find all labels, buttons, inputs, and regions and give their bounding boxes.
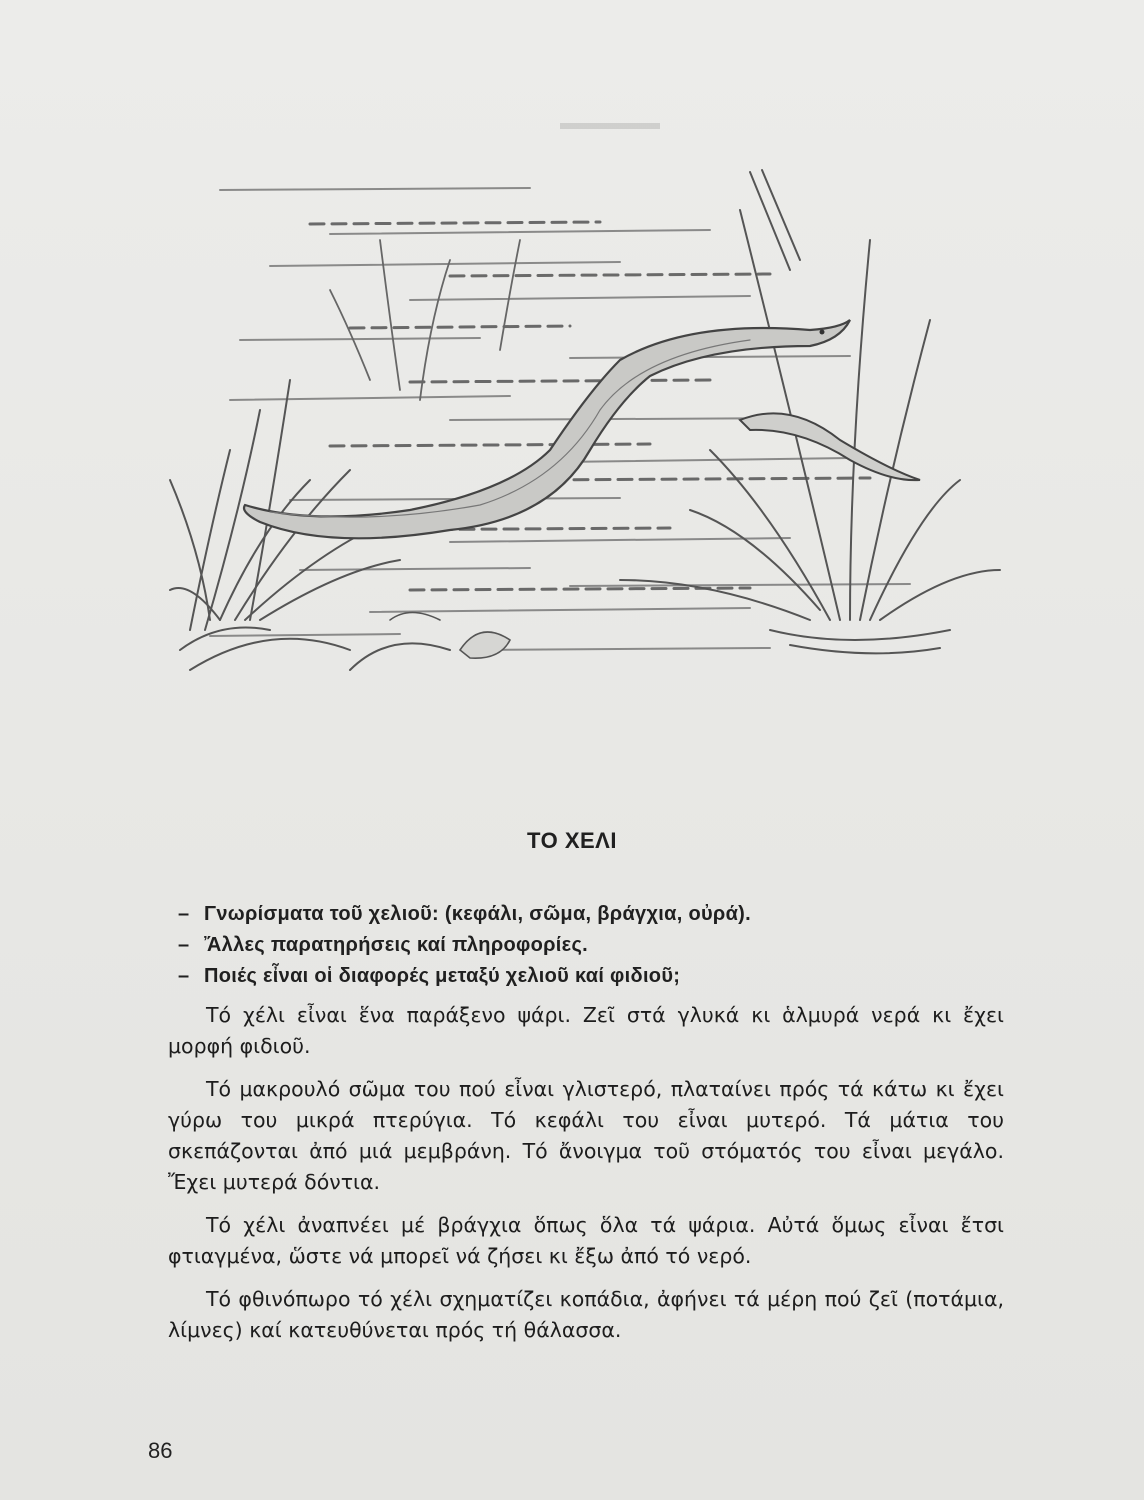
lesson-title: ΤΟ ΧΕΛΙ [527, 828, 617, 853]
lesson-body [168, 1000, 1004, 1358]
question-item [178, 934, 588, 957]
eel-illustration [150, 150, 1020, 720]
question-item [178, 965, 680, 988]
paragraph: Τό χέλι εἶναι ἕνα παράξενο ψάρι. Ζεῖ στά γλυκά κι ἁλμυρά νερά κι ἔχει μορφή φιδιοῦ. [168, 1003, 1004, 1058]
question-text: Γνωρίσματα τοῦ χελιοῦ: (κεφάλι, σῶμα, βράγχια, οὐρά). [204, 903, 751, 925]
question-item [178, 903, 751, 926]
page-number: 86 [148, 1438, 173, 1463]
question-dash: – [178, 903, 190, 925]
question-dash: – [178, 965, 190, 987]
paragraph: Τό χέλι ἀναπνέει μέ βράγχια ὅπως ὅλα τά ψάρια. Αὐτά ὅμως εἶναι ἔτσι φτιαγμένα, ὥστε νά μπορεῖ νά ζήσει κι ἔξω ἀπό τό νερό. [168, 1213, 1004, 1268]
question-dash: – [178, 934, 190, 956]
show-through-texture: ▬▬▬▬▬ [560, 112, 660, 134]
paragraph: Τό μακρουλό σῶμα του πού εἶναι γλιστερό, πλαταίνει πρός τά κάτω κι ἔχει γύρω του μικρά πτερύγια. Τό κεφάλι του εἶναι μυτερό. Τά μάτια του σκεπάζονται ἀπό μιά μεμβράνη. Τό ἄνοιγμα τοῦ στόματός του εἶναι μεγάλο. Ἔχει μυτερά δόντια. [168, 1077, 1004, 1194]
paragraph: Τό φθινόπωρο τό χέλι σχηματίζει κοπάδια, ἀφήνει τά μέρη πού ζεῖ (ποτάμια, λίμνες) καί κατευθύνεται πρός τή θάλασσα. [168, 1287, 1004, 1342]
question-text: Ποιές εἶναι οἱ διαφορές μεταξύ χελιοῦ καί φιδιοῦ; [204, 965, 681, 987]
question-text: Ἄλλες παρατηρήσεις καί πληροφορίες. [204, 934, 589, 956]
